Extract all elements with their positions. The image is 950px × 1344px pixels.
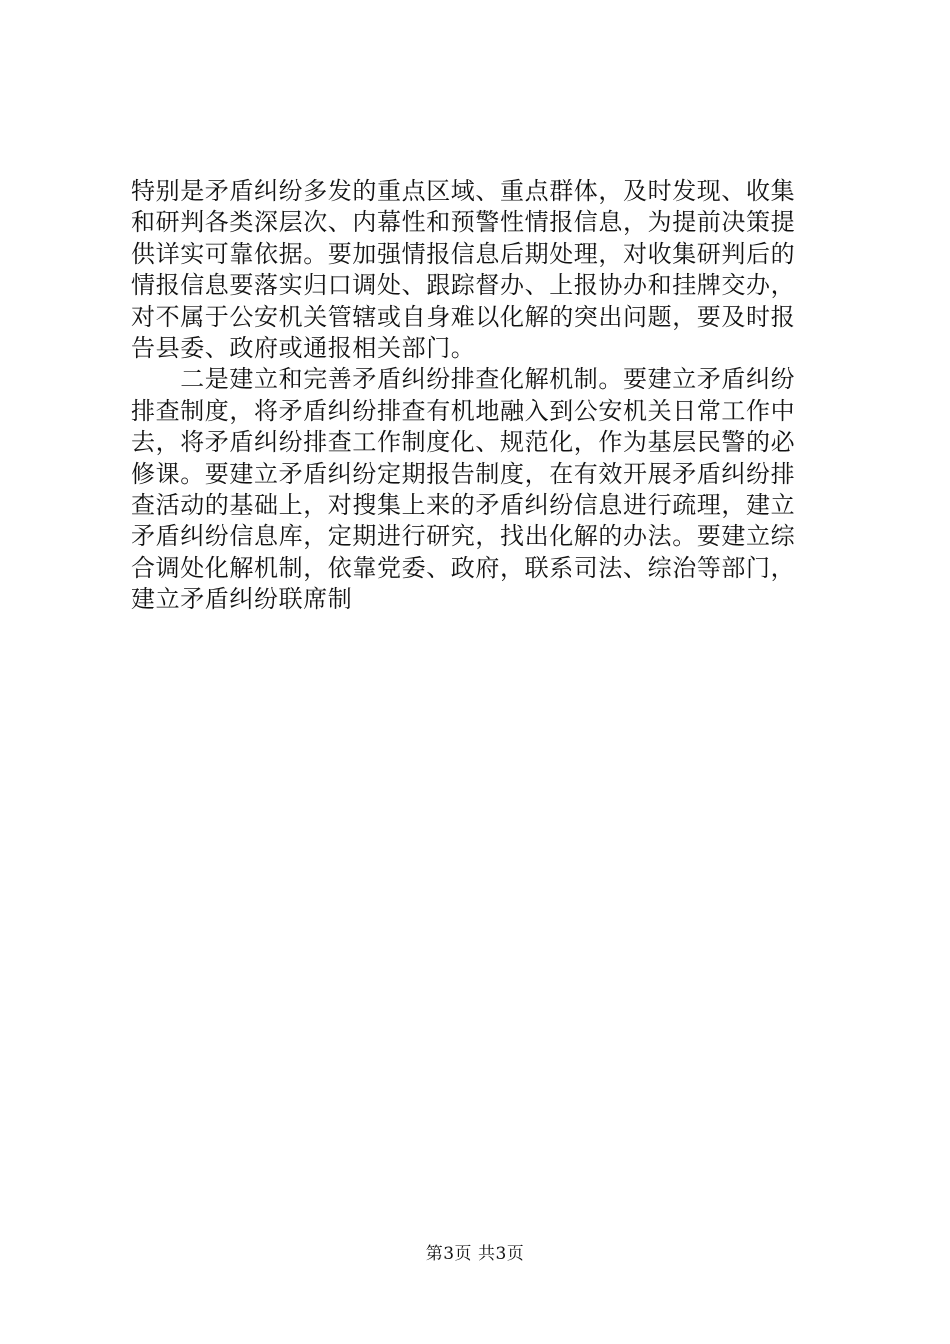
text-line: 情报信息要落实归口调处、跟踪督办、上报协办和挂牌交办， bbox=[131, 271, 796, 300]
text-line: 和研判各类深层次、内幕性和预警性情报信息，为提前决策提 bbox=[131, 208, 796, 237]
page-number-footer: 第3页 共3页 bbox=[425, 1244, 525, 1264]
text-line: 二是建立和完善矛盾纠纷排查化解机制。要建立矛盾纠纷 bbox=[131, 365, 796, 394]
text-line: 对不属于公安机关管辖或自身难以化解的突出问题，要及时报 bbox=[131, 302, 796, 331]
text-line: 去，将矛盾纠纷排查工作制度化、规范化，作为基层民警的必 bbox=[131, 428, 796, 457]
text-line: 查活动的基础上，对搜集上来的矛盾纠纷信息进行疏理，建立 bbox=[131, 490, 796, 519]
text-line: 供详实可靠依据。要加强情报信息后期处理，对收集研判后的 bbox=[131, 239, 796, 268]
text-line: 排查制度，将矛盾纠纷排查有机地融入到公安机关日常工作中 bbox=[131, 396, 796, 425]
text-line: 合调处化解机制，依靠党委、政府，联系司法、综治等部门， bbox=[131, 553, 796, 582]
text-line: 特别是矛盾纠纷多发的重点区域、重点群体，及时发现、收集 bbox=[131, 177, 796, 205]
body-text bbox=[131, 176, 831, 615]
text-line: 告县委、政府或通报相关部门。 bbox=[131, 333, 476, 362]
text-line: 矛盾纠纷信息库，定期进行研究，找出化解的办法。要建立综 bbox=[131, 522, 796, 551]
text-line: 修课。要建立矛盾纠纷定期报告制度，在有效开展矛盾纠纷排 bbox=[131, 459, 796, 488]
text-line: 建立矛盾纠纷联席制 bbox=[131, 585, 353, 614]
